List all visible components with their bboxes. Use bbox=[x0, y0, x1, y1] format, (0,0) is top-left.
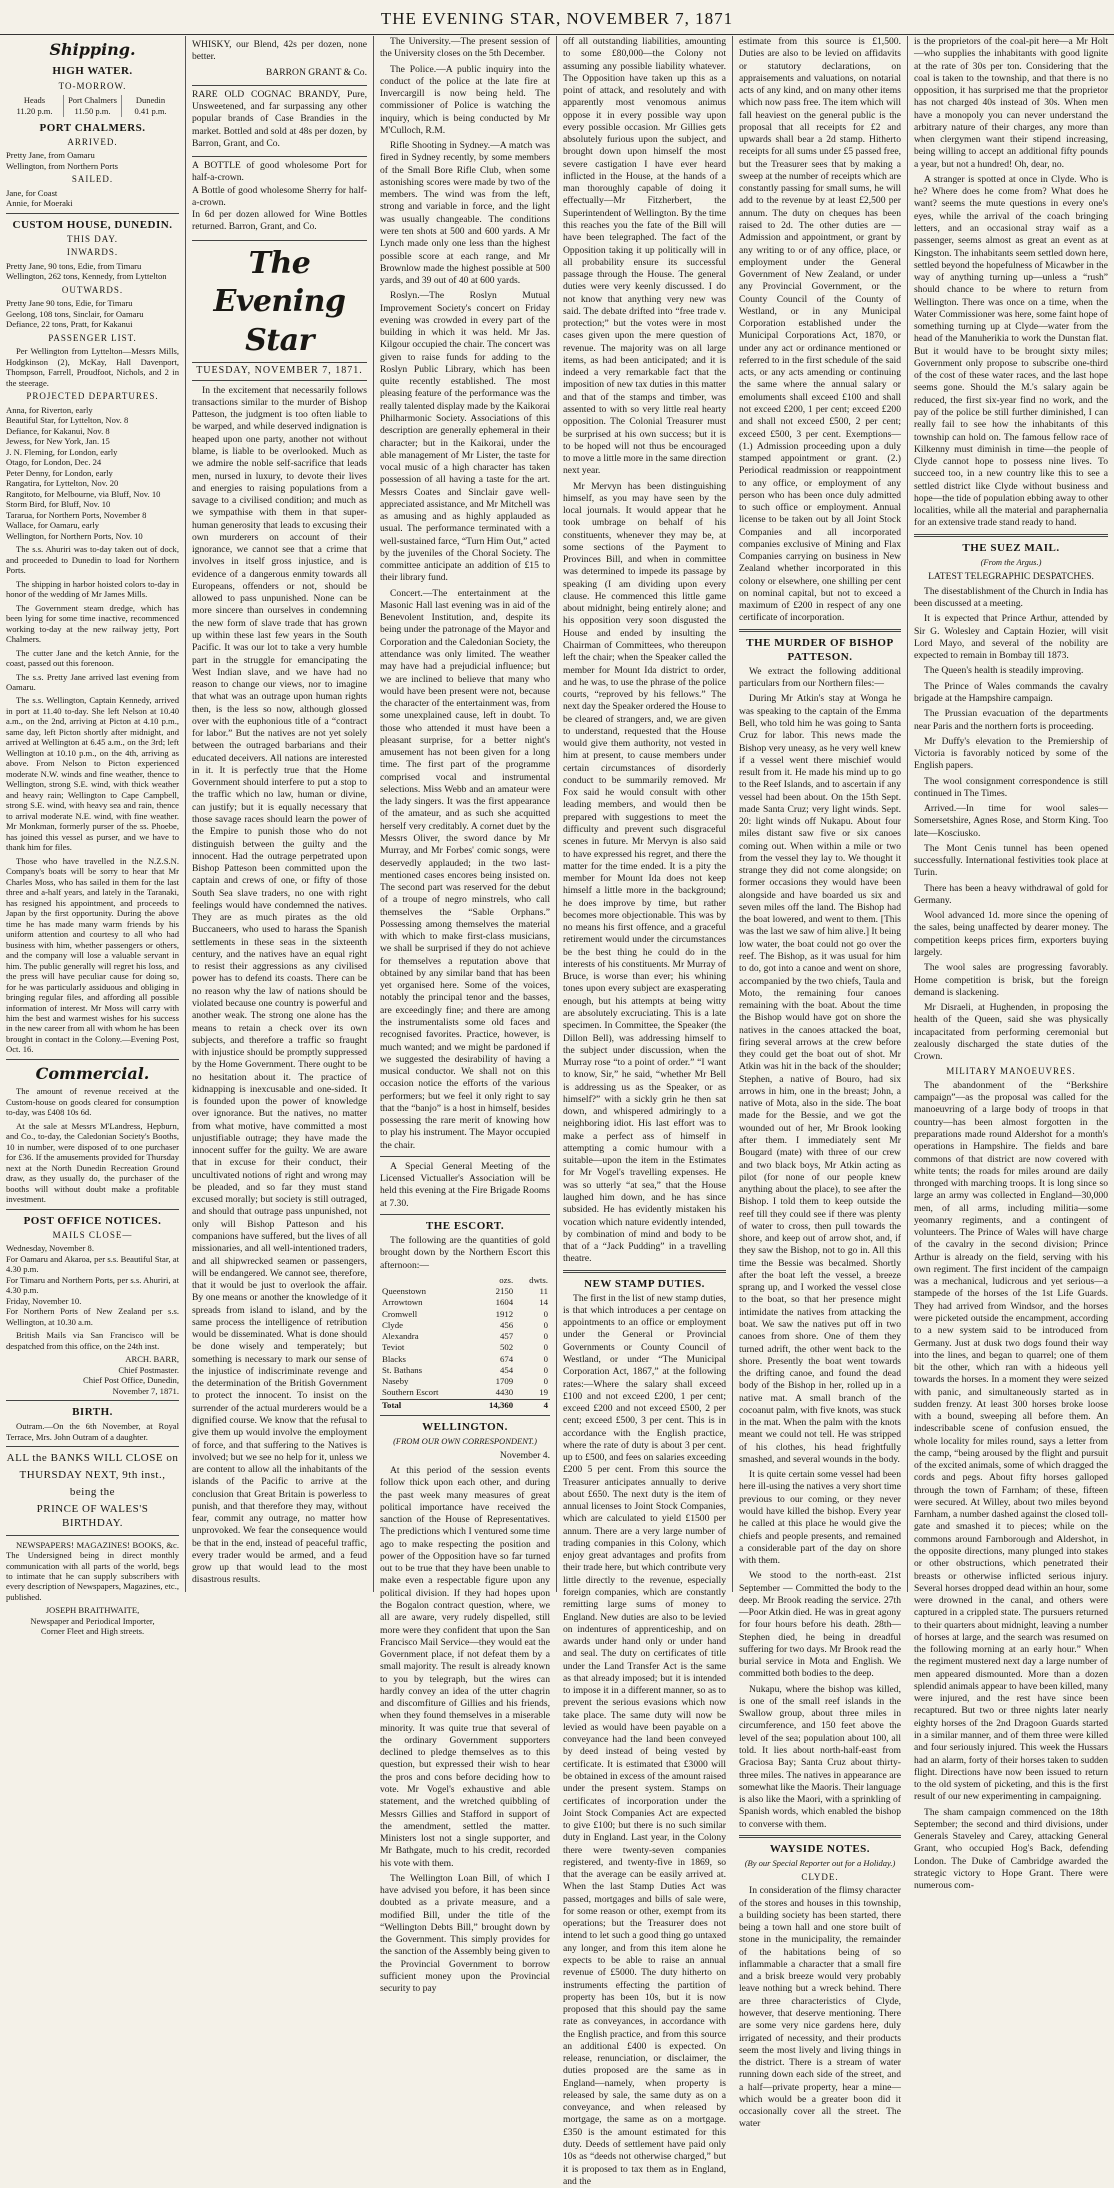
sailed-label: SAILED. bbox=[71, 174, 114, 185]
table-cell: 0 bbox=[543, 1319, 548, 1330]
clyde-label: CLYDE. bbox=[801, 1871, 839, 1882]
table-cell: Teviot bbox=[382, 1342, 405, 1353]
tide-time: 0.41 p.m. bbox=[134, 105, 167, 116]
table-cell: 0 bbox=[543, 1308, 548, 1319]
table-cell: 0 bbox=[543, 1376, 548, 1387]
divider bbox=[739, 629, 901, 632]
table-cell: Southern Escort bbox=[382, 1387, 439, 1398]
table-cell: 0 bbox=[543, 1331, 548, 1342]
table-cell: 456 bbox=[499, 1319, 514, 1330]
table-row bbox=[380, 1376, 550, 1387]
table-cell: 502 bbox=[499, 1342, 514, 1353]
arrived-list: Pretty Jane, from Oamaru Wellington, from Northern Ports bbox=[6, 150, 118, 171]
news-paragraph: The University.—The present session of the University closes on the 5th December. bbox=[380, 36, 550, 60]
inwards-list: Pretty Jane, 90 tons, Edie, from Timaru Wellington, 262 tons, Kennedy, from Lyttelton bbox=[6, 260, 167, 282]
newspapers-ad: NEWSPAPERS! MAGAZINES! BOOKS, &c. The Undersigned being in direct monthly communication with all parts of the world, begs to intimate that he can supply subscribers with every description of Newspapers, Magazines, etc., published. bbox=[6, 1539, 180, 1602]
post-schedule: Wednesday, November 8. For Oamaru and Akaroa, per s.s. Beautiful Star, at 4.30 p.m. For Timaru and Northern Ports, per s.s. Ahuriri, at 4.30 p.m. Friday, November 10. For Northern Ports of New Zealand per s.s. Wellington, at 10.30 a.m. bbox=[6, 1243, 179, 1327]
table-cell: 4 bbox=[515, 1399, 550, 1411]
post-notice: British Mails via San Francisco will be despatched from this office, on the 24th inst. bbox=[6, 1330, 179, 1351]
news-paragraph: We stood to the north-east. 21st September — Committed the body to the deep. Mr Brook reading the service. 27th—Poor Atkin died. He was in great agony for four hours before his death. 28th—Stephen died, he being in dreadful suffering for two days. Mr Brook read the burial service in Mota and English. We committed both bodies to the deep. bbox=[739, 1570, 901, 1680]
issue-date: TUESDAY, NOVEMBER 7, 1871. bbox=[192, 362, 367, 381]
wayside-byline: (By our Special Reporter out for a Holiday.) bbox=[744, 1857, 896, 1868]
news-paragraph: The Prussian evacuation of the departments near Paris and the northern forts is proceeding. bbox=[914, 708, 1108, 732]
table-cell: 454 bbox=[499, 1364, 514, 1375]
high-water-heading: HIGH WATER. bbox=[52, 65, 133, 78]
table-cell: dwts. bbox=[529, 1274, 548, 1285]
commercial-heading: Commercial. bbox=[35, 1063, 150, 1083]
tide-time: 11.20 p.m. bbox=[16, 105, 53, 116]
divider bbox=[563, 1270, 726, 1273]
birth-notice: Outram.—On the 6th November, at Royal Terrace, Mrs. John Outram of a daughter. bbox=[6, 1421, 179, 1442]
wayside-heading: WAYSIDE NOTES. bbox=[769, 1842, 871, 1855]
table-header bbox=[380, 1275, 550, 1286]
news-paragraph: Rifle Shooting in Sydney.—A match was fired in Sydney recently, by some members of the Small Bore Rifle Club, when some astonishing scores were made by two of the members. The wind was from the left, strong and variable in force, and the light was usually changeable. The conditions were ten shots at 500 and 600 yards. A Mr Lynch made only one less than the highest possible score at each range, and Mr Brownlow made the highest possible at 500 yards, and 39 out of 40 at 600 yards. bbox=[380, 140, 550, 287]
news-paragraph: At this period of the session events follow thick upon each other, and during the past week many measures of great political importance have received the sanction of the House of Representatives. The predictions which I ventured some time ago to make respecting the position and power of the Opposition have so far turned out to be true that they have been unable to make even a respectable figure upon any political division. If they had hopes upon the Bogalon contract question, where, we all are aware, very rudely dispelled, still more were they confident that upon the San Francisco Mail Service—they would eat the Government place, if not defeat them by a small majority. The result is already known to you by telegraph, but the wires can hardly convey an idea of the utter chagrin and discomfiture of Gillies and his friends, when they found themselves in a miserable minority. It was quite true that several of the ordinary Government supporters declined to pledge themselves as to this question, but expressed their wish to hear the pros and cons before deciding how to vote. Mr Vogel's exhaustive and able statement, and the wretched quibbling of Messrs Gillies and Stafford in support of the amendment, settled the matter. Ministers lost not a single supporter, and Mr Bathgate, much to his credit, recorded his vote with them. bbox=[380, 1465, 550, 1869]
news-paragraph: The wool consignment correspondence is still continued in The Times. bbox=[914, 775, 1108, 799]
projected-list: Anna, for Riverton, early Beautiful Star, for Lyttelton, Nov. 8 Defiance, for Kakanui, Nov. 8 Jewess, for New York, Jan. 15 J. N. Fleming, for London, early Otago, for London, Dec. 24 Peter Denny, for London, early Rangatira, for Lyttelton, Nov. 20 Rangitoto, for Melbourne, via Bluff, Nov. 10 Storm Bird, for Bluff, Nov. 10 Tararua, for Northern Ports, November 8 Wallace, for Oamaru, early Wellington, for Northern Ports, Nov. 10 bbox=[6, 404, 161, 541]
news-paragraph: Nukapu, where the bishop was killed, is one of the small reef islands in the Swallow group, about three miles in circumference, and 150 feet above the level of the sea; population about 100, all told. It lies about north-half-east from Graciosa Bay; Santa Cruz about thirty-three miles. The natives in appearance are somewhat like the Maoris. Their language is also like the Maori, with a sprinkling of Spanish words, which enabled the bishop to converse with them. bbox=[739, 1683, 901, 1830]
news-paragraph: A Special General Meeting of the Licensed Victualler's Association will be held this evening at the Fire Brigade Rooms at 7.30. bbox=[380, 1160, 550, 1209]
escort-table bbox=[380, 1275, 550, 1411]
whisky-ad-text: WHISKY, our Blend, 42s per dozen, none better. bbox=[192, 39, 367, 63]
table-cell: Naseby bbox=[382, 1376, 409, 1387]
divider bbox=[380, 1156, 550, 1157]
table-cell: 14,360 bbox=[472, 1399, 515, 1411]
table-cell: St. Bathans bbox=[382, 1364, 423, 1375]
banks-notice-line: ALL the BANKS WILL CLOSE on bbox=[6, 1452, 179, 1465]
brandy-ad bbox=[192, 86, 367, 157]
divider bbox=[739, 1835, 901, 1838]
customs-heading: CUSTOM HOUSE, DUNEDIN. bbox=[12, 218, 173, 231]
banks-notice-line: being the bbox=[69, 1486, 116, 1499]
table-cell: 0 bbox=[543, 1342, 548, 1353]
news-paragraph: The s.s. Ahuriri was to-day taken out of dock, and proceeded to Dunedin to load for Northern Ports. bbox=[6, 544, 179, 576]
table-cell: 19 bbox=[539, 1387, 548, 1398]
column-6 bbox=[908, 36, 1114, 1892]
news-paragraph: The cutter Jane and the ketch Annie, for the coast, passed out this forenoon. bbox=[6, 647, 179, 669]
table-cell: 4430 bbox=[495, 1387, 514, 1398]
divider bbox=[6, 1209, 179, 1210]
projected-label: PROJECTED DEPARTURES. bbox=[26, 391, 159, 402]
table-row bbox=[380, 1331, 550, 1342]
table-cell: 11 bbox=[539, 1286, 548, 1297]
table-cell: Alexandra bbox=[382, 1331, 419, 1342]
table-total-row bbox=[380, 1399, 550, 1411]
news-paragraph: It is expected that Prince Arthur, attended by Sir G. Wolesley and Captain Hozier, will visit Lord Mayo, and several of the nobility are expected to remain in Bombay till 1873. bbox=[914, 613, 1108, 662]
divider bbox=[6, 1400, 179, 1401]
table-cell: 0 bbox=[543, 1364, 548, 1375]
divider bbox=[914, 534, 1108, 537]
news-paragraph: off all outstanding liabilities, amounting to some £80,000—the Colony not assuming any possible liability whatever. The Opposition have taken up this as a point of attack, and resolutely and with apparently most venomous animus oppose it in every possible way upon every possible occasion. Mr Gillies gets absolutely furious upon the subject, and brought down upon himself the most severe castigation I have ever heard inflicted in the House, at the hands of a man thoroughly capable of doing it effectually—Mr Fitzherbert, the Superintendent of Wellington. By the time this reaches you the fate of the Bill will have been telegraphed. The fact of the Opposition taking it up politically will in all probability ensure its successful passage through the House. The general duties were very keenly discussed. I do not know that anything very new was said. The debate drifted into “free trade v. protection;” but the votes were in most cases given upon the mere question of revenue. The majority was on all large items, as had been anticipated; and it is indeed a very remarkable fact that the imposition of new tax duties in this matter and that of the stamps and timber, was assented to with so very little real hearty opposition. The Colonial Treasurer must be surprised at his own success; but it is to be hoped will not thus be encouraged to move a little more in the same direction next year. bbox=[563, 36, 726, 477]
table-row bbox=[380, 1309, 550, 1320]
table-cell: Queenstown bbox=[382, 1286, 426, 1297]
divider bbox=[380, 1214, 550, 1215]
news-paragraph: The sham campaign commenced on the 18th September; the second and third divisions, under Generals Staveley and Carey, attacking General Grant, who occupied Hog's Back, defending London. The Duke of Cambridge awarded the strategic victory to Hope Grant. There were numerous com- bbox=[914, 1806, 1108, 1892]
news-paragraph: The shipping in harbor hoisted colors to-day in honor of the wedding of Mr James Mills. bbox=[6, 578, 179, 600]
outwards-list: Pretty Jane 90 tons, Edie, for Timaru Geelong, 108 tons, Sinclair, for Oamaru Defiance, 22 tons, Pratt, for Kakanui bbox=[6, 298, 144, 330]
table-cell: 0 bbox=[543, 1353, 548, 1364]
newspaper-logo: The Evening Star bbox=[213, 245, 346, 358]
news-paragraph: We extract the following additional particulars from our Northern files:— bbox=[739, 665, 901, 690]
news-paragraph: estimate from this source is £1,500. Duties are also to be levied on affidavits or statutory declarations, on appraisements and valuations, on notarial acts of any kind, and on many other items which now pass free. The item which will fall heaviest on the general public is the proposal that all receipts for £2 and upwards shall bear a 2d stamp. Hitherto receipts for all sums under £5 passed free, but the Treasurer sees that by making a sweep at the number of receipts which are constantly passing for small sums, he will add to the revenue by at least £2,500 per annum. The duty on cheques has been raised to 2d. The other duties are —Admission and appointment, or grant by any writing to or of any office, place, or employment under the General Government of New Zealand, or under any Provincial Government, or the County Council of the County of Westland, or in any Municipal Corporation established under the Municipal Corporations Act, 1870, or under any act or ordinance mentioned or referred to in the first schedule of the said acts, or any acts amending or continuing the same where the annual salary or emoluments shall exceed £100 and shall not exceed £200, 1 per cent; exceed £200 and shall not exceed £500, 2 per cent; exceed £500, 3 per cent. Exemptions—(1.) Admission proceeding upon a duly stamped appointment or grant. (2.) Periodical readmission or reappointment to any office, or employment of any person who has been once duly admitted to such office or employment. Annual license to be taken out by all Joint Stock Companies and all incorporated companies exclusive of Mining and Flax Companies carrying on business in New Zealand whether incorporated in this colony or elsewhere, one shilling per cent on nominal capital, but not to exceed a maximum of £200 in respect of any one certificate of incorporation. bbox=[739, 36, 901, 624]
news-paragraph: Concert.—The entertainment at the Masonic Hall last evening was in aid of the Benevolent Institution, and, despite its being under the patronage of the Mayor and Corporation and the Caledonian Society, the attendance was only limited. The weather may have had a prejudicial influence; but we are inclined to believe that many who would have been present were not, because the character of the entertainment was, from some unexplained cause, left in doubt. To those who attended it must have been a pleasant surprise, for a better night's amusement has not been given for a long time. The first part of the programme comprised vocal and instrumental selections. Miss Webb and an amateur were the lady singers. It was the first appearance of the amateur, and as such she acquitted herself very creditably. A cornet duet by the Messrs Oliver, the sword dance by Mr Murray, and Mr Forbes' comic songs, were deservedly applauded; in the two last-mentioned cases encores being insisted on. The second part was reserved for the debut of a troupe of negro minstrels, who call themselves the “Sable Orphans.” Possessing among themselves the material with which to make first-class musicians, we shall be surprised if they do not achieve for themselves a reputation above that obtained by any similar band that has been yet organised here. Some of the voices, notably the principal tenor and the basses, are exceedingly fine; and there are among the instrumentalists some old faces and recognised favorites. Practice, however, is much wanted; and we might be pardoned if we suggested the desirability of having a musical conductor. We shall not on this occasion notice the efforts of the various performers; but we feel it only right to say that the “banjo” is a host in himself, besides possessing the rare merit of knowing how to play his instrument. The Mayor occupied the chair. bbox=[380, 587, 550, 1151]
table-row bbox=[380, 1365, 550, 1376]
column-1 bbox=[0, 36, 185, 1637]
post-signature: ARCH. BARR, Chief Postmaster. Chief Post Office, Dunedin, November 7, 1871. bbox=[82, 1354, 179, 1396]
tide-cell bbox=[122, 95, 179, 117]
commercial-paragraph: At the sale at Messrs M'Landress, Hepburn, and Co., to-day, the Caledonian Society's Booths, 10 in number, were disposed of to one purchaser for £36. If the amusements provided for Thursday next at the North Dunedin Recreation Ground draw, as they usually do, the purchaser of the booths will without doubt make a profitable investment. bbox=[6, 1120, 179, 1205]
tide-time: 11.50 p.m. bbox=[74, 105, 111, 116]
tide-cell bbox=[64, 95, 122, 117]
news-paragraph: The s.s. Wellington, Captain Kennedy, arrived in port at 11.40 to-day. She left Nelson at 10.40 a.m., on the 2nd, arriving at Picton at 4.10 p.m., same day, left Picton shortly after midnight, and arrived at Wellington at 6.45 a.m., on the 3rd; left Wellington at 10.10 p.m., on the 4th, arriving as above. From Nelson to Picton experienced moderate N.W. winds and fine weather, thence to Wellington, strong S.E. wind, with thick weather and heavy rain; Wellington to Cape Campbell, strong S.E. wind, with heavy sea and rain, thence to arrival moderate N.E. wind, with fine weather. Mr Monkman, formerly purser of the ss. Phoebe, has joined this vessel as purser, and we have to thank him for files. bbox=[6, 695, 179, 853]
table-cell: 1709 bbox=[495, 1376, 514, 1387]
table-cell: Arrowtown bbox=[382, 1297, 423, 1308]
shipping-heading: Shipping. bbox=[49, 40, 136, 59]
whisky-ad bbox=[192, 36, 367, 86]
column-2 bbox=[186, 36, 373, 1592]
news-paragraph: A stranger is spotted at once in Clyde. Who is he? Where does he come from? What does he want? seems the mute questions in every one's eyes, while the arrival of the coach bringing letters, and an occasional stray waif as a passenger, seems almost as great an event as at Kingston. The inhabitants seem settled down here, settled beyond the hopefulness of Micawber in the way of anything turning up—unless a “rush” should chance to be where to return from Wellington. There was once on a time, when the Water Commissioner was here, some faint hope of something turning up at Clyde—water from the head of the Manuherikia to work the Dunstan flat. But it would have to be brought sixty miles; Government only propose to subscribe one-third of the cost of these water races, and the last hope seems gone. Should the M.'s salary again be reduced, the first six-year find no work, and the pay of the police be still further diminished, I can really fail to see how the inhabitants of this township can hold on. The famous fellow race of Kilkenny must diminish in time—the people of Clyde cannot hope to possess nine lives. To succeed too, in a new country like this to see a settled district like Clyde without business and hope—the tide of population ebbing away to other localities, while all the material and paraphernalia for an extensive trade stand ready to hand. bbox=[914, 173, 1108, 529]
news-paragraph: The Government steam dredge, which has been lying for some time inactive, recommenced working to-day at the new railway jetty, Port Chalmers. bbox=[6, 602, 179, 645]
table-cell: 457 bbox=[499, 1331, 514, 1342]
news-paragraph: The Police.—A public inquiry into the conduct of the police at the late fire at Invercargill is now being held. The commissioner of Police is watching the inquiry, which is being conducted by Mr M'Culloch, R.M. bbox=[380, 63, 550, 136]
table-row bbox=[380, 1286, 550, 1297]
news-paragraph: The first in the list of new stamp duties, is that which introduces a per centage on appointments to an office or employment under the General or Provincial Governments or County Council of Westland, or under “The Municipal Corporation Act, 1867,” at the following rates:—Where the salary shall exceed £100 and not exceed £200, 1 per cent; exceed £200 and not exceed £500, 2 per cent; exceed £500, 3 per cent. This is in accordance with the English practice, where the rate of duty is about 3 per cent. up to £500, and fees on salaries exceeding £200 5 per cent. From this source the Treasurer anticipates annually to derive about £650. The next duty is the item of annual licenses to Joint Stock Companies, which are calculated to yield £1500 per annum. There are a very large number of trading companies in this Colony, which enjoy great advantages and profits from their trade here, but which contribute very little directly to the revenue, especially foreign companies, which are constantly remitting large sums of money to England. New duties are also to be levied on indentures of apprenticeship, and on awards under hand only or under hand and seal. The duty on certificates of title under the Land Transfer Act is the same as that already imposed; but it is intended to impose it in a different manner, so as to prevent the serious evasions which now take place. The same duty will now be levied as would have been payable on a conveyance had the land been conveyed by deed instead of being vested by certificate. It is estimated that £3000 will be obtained in excess of the amount raised under the present system. Stamps on certificates of incorporation under the Joint Stock Companies Act are expected to give £100; but there is no such similar duty in England. Last year, in the Colony there were twenty-seven companies registered, and twenty-five in 1869, so that the average can be easily arrived at. When the last Stamp Duties Act was passed, mortgages and bills of sale were, for some reason or other, exempt from its operations; but the Treasurer does not intend to let such a good thing go untaxed any longer, and from this item alone he expects to be able to raise an annual revenue of £5000. The duty hitherto on instruments effecting the partition of property has been 10s, but it is now proposed that this should pay the same rate as conveyances, in accordance with the English practice, and from this source an additional £400 is expected. On release, renunciation, or disclaimer, the duties proposed are the same as in England—namely, when property is released by sale, the same duty as on a conveyance, and when released by mortgage, the same as on a mortgage. £350 is the amount estimated for this duty. Deeds of settlement have paid only 10s as “deeds not otherwise charged,” but it is proposed to tax them as in England, and the bbox=[563, 1292, 726, 2187]
passenger-list: Per Wellington from Lyttelton—Messrs Mills, Hodgkinson (2), McKay, Hall Davenport, Thompson, Farrell, Proudfoot, Nichols, and 2 in the steerage. bbox=[6, 346, 179, 388]
tide-cell bbox=[6, 95, 64, 117]
passenger-label: PASSENGER LIST. bbox=[48, 332, 137, 343]
suez-subheading: LATEST TELEGRAPHIC DESPATCHES. bbox=[928, 570, 1094, 582]
news-paragraph: The Prince of Wales commands the cavalry brigade at the Hampshire campaign. bbox=[914, 680, 1108, 704]
whisky-ad-signature: BARRON GRANT & Co. bbox=[265, 66, 367, 78]
suez-heading: THE SUEZ MAIL. bbox=[962, 541, 1060, 554]
news-paragraph: Roslyn.—The Roslyn Mutual Improvement Society's concert on Friday evening was crowded in every part of the building in which it was held. Mr Jas. Kilgour occupied the chair. The concert was given to raise funds for adding to the Roslyn Public Library, which has been quite recently established. The most pleasing feature of the performance was the really talented display made by the Kaikorai Philharmonic Society. Associations of this description are generally ephemeral in their character; but in the Kaikorai, under the able management of Mr Lister, the taste for vocal music of a high character has taken possession of all having a taste for the art. Messrs Coates and Sinclair gave well-appreciated assistance, and Mr Mitchell was as amusing and as highly applauded as usual. The performance terminated with a well-sustained farce, “Turn Him Out,” acted by the juveniles of the Choral Society. The committee anticipate an addition of £15 to their library fund. bbox=[380, 290, 550, 584]
table-cell: Cromwell bbox=[382, 1308, 418, 1319]
table-row bbox=[380, 1354, 550, 1365]
column-5 bbox=[733, 36, 907, 2130]
mails-close-label: MAILS CLOSE— bbox=[52, 1229, 133, 1240]
table-cell: 2150 bbox=[495, 1286, 514, 1297]
news-paragraph: is the proprietors of the coal-pit here—a Mr Holt—who supplies the inhabitants with good lignite at the rate of 30s per ton. Considering that the coal is taken to the township, and that there is no opposition, it has surprised me that the proprietor has not charged 40s instead of 30s. When men have a monopoly you can never understand the arbitrary nature of their charges, any more than when clergymen want their stipend increasing, being willing to accept an additional fifty pounds a year, but not a hundred! Oh, dear, no. bbox=[914, 36, 1108, 170]
news-paragraph: The Wellington Loan Bill, of which I have advised you before, it has been since doubted as a private measure, and a modified Bill, under the title of the “Wellington Debts Bill,” brought down by the Government. This simply provides for the sanction of the Assembly being given to the Provincial Government to borrow sufficient money upon the Provincial security to pay bbox=[380, 1872, 550, 1995]
divider bbox=[380, 1415, 550, 1416]
table-row bbox=[380, 1320, 550, 1331]
stamp-duties-heading: NEW STAMP DUTIES. bbox=[584, 1277, 705, 1290]
newspapers-ad-signature: JOSEPH BRAITHWAITE, Newspaper and Periodical Importer, Corner Fleet and High streets. bbox=[30, 1605, 155, 1637]
escort-intro: The following are the quantities of gold brought down by the Northern Escort this afternoon:— bbox=[380, 1235, 550, 1271]
commercial-paragraph: The amount of revenue received at the Custom-house on goods cleared for consumption to-day, was £408 10s 6d. bbox=[6, 1086, 179, 1118]
news-paragraph: The Mont Cenis tunnel has been opened successfully. International festivities took place at Turin. bbox=[914, 842, 1108, 879]
newspaper-title: THE EVENING STAR, NOVEMBER 7, 1871 bbox=[380, 9, 734, 28]
brandy-ad-text: RARE OLD COGNAC BRANDY, Pure, Unsweetened, and far surpassing any other popular brands of Case Brandies in the market. Bottled and sold at 48s per dozen, by Barron, Grant, and Co. bbox=[192, 88, 367, 149]
sailed-list: Jane, for Coast Annie, for Moeraki bbox=[6, 187, 73, 209]
news-paragraph: It is quite certain some vessel had been here ill-using the natives a very short time previous to our coming, or they never would have killed the bishop. Every year he called at this place he would give the chiefs and people presents, and remained a considerable part of the day on shore with them. bbox=[739, 1469, 901, 1567]
news-paragraph: The wool sales are progressing favorably. Home competition is brisk, but the foreign demand is slackening. bbox=[914, 962, 1108, 998]
divider bbox=[6, 1446, 179, 1447]
arrived-label: ARRIVED. bbox=[67, 136, 118, 147]
banks-notice-line: PRINCE OF WALES'S BIRTHDAY. bbox=[36, 1503, 149, 1530]
news-paragraph: The disestablishment of the Church in India has been discussed at a meeting. bbox=[914, 585, 1108, 610]
masthead bbox=[0, 0, 1114, 35]
table-cell: Clyde bbox=[382, 1319, 404, 1330]
wellington-date: November 4. bbox=[499, 1449, 550, 1461]
outwards-label: OUTWARDS. bbox=[61, 284, 124, 295]
table-row bbox=[380, 1297, 550, 1308]
news-paragraph: There has been a heavy withdrawal of gold for Germany. bbox=[914, 882, 1108, 906]
news-paragraph: Mr Duffy's elevation to the Premiership of Victoria is favorably noticed by some of the English papers. bbox=[914, 735, 1108, 772]
table-cell: 1604 bbox=[495, 1297, 514, 1308]
divider bbox=[6, 1535, 179, 1536]
table-cell: 1912 bbox=[495, 1308, 514, 1319]
wine-ad bbox=[192, 157, 367, 241]
suez-source: (From the Argus.) bbox=[980, 556, 1042, 567]
news-paragraph: The abandonment of the “Berkshire campaign”—as the proposal was called for the manoeuvring of a large body of troops in that country—has been almost forgotten in the preparations made round Aldershot for a month's operations in Hampshire. The fields and bare commons of that district are now covered with white tents; the roads for miles around are daily thronged with marching troops. It is long since so large an army was collected in England—30,000 men, of all arms, including militia—some yeomanry regiments, and a contingent of volunteers. The Prince of Wales will have charge of the cavalry in the second division; Prince Arthur is already on the field, serving with his own regiment. The first incident of the campaign was a mechanical, ludicrous and yet serious—a stampede of the horses of the 1st Life Guards. They had arrived from Windsor, and the horses were picketed outside the encampment, according to a new system said to be introduced from Germany. Just at dusk two dogs found their way into the lines, and began to quarrel; one of them bit the other, which ran with a hideous yell towards the horses. In a moment they were seized with panic, and simultaneously started as in sudden frenzy. At least 300 horses broke loose with a bound, sweeping all before them. An indescribable scene of confusion ensued, the whole locality for miles round, says a letter from the camp, “being aroused by the flight and pursuit of the excited animals, some of which dragged the cords and pegs. About fifty horses galloped through the town of Farnham; of these, fifteen were secured. At Willey, about two miles beyond Farnham, a number dashed against the closed toll-gate and smashed it to pieces; while on the commons around Farnborough and Aldershot, in the opposite directions, many plunged into stakes or other obstructions, which penetrated their breasts or otherwise inflicted serious injury. Several horses dropped dead within an hour, some were drowned in the canal, and others were captured in a crippled state. The pursuers returned to their quarters about midnight, leaving a number of horses at large, and the search was resumed on the following morning at an early hour.” When the regiment mustered next day a large number of men appeared dismounted. More than a dozen splendid animals appear to have been killed, many were injured, and the rest have since been recaptured. But two or three nights later nearly eighty horses of the 2nd Dragoon Guards started in a similar manner, and of them three were killed and four seriously injured. This week the Hussars had an alarm, forty of their horses taken to sudden flight. Directions have now been issued to return to the old system of picketing, and this is the first result of our new experimenting in campaigning. bbox=[914, 1079, 1108, 1803]
table-cell: 674 bbox=[499, 1353, 514, 1364]
news-paragraph: The s.s. Pretty Jane arrived last evening from Oamaru. bbox=[6, 671, 179, 692]
column-4 bbox=[557, 36, 732, 2187]
wellington-heading: WELLINGTON. bbox=[422, 1420, 508, 1433]
inwards-label: INWARDS. bbox=[66, 247, 119, 258]
tide-table bbox=[6, 95, 179, 117]
news-paragraph: Wool advanced 1d. more since the opening of the sales, being unaffected by dearer money. The competition keeps prices firm, exporters buying largely. bbox=[914, 910, 1108, 959]
tide-place: Heads bbox=[23, 95, 46, 106]
murder-heading: THE MURDER OF BISHOP PATTESON. bbox=[746, 636, 894, 663]
post-office-heading: POST OFFICE NOTICES. bbox=[23, 1214, 162, 1227]
table-row bbox=[380, 1387, 550, 1399]
table-row bbox=[380, 1342, 550, 1353]
news-paragraph: Mr Mervyn has been distinguishing himself, as you may have seen by the local journals. It would appear that he took umbrage on behalf of his constituents, whenever they may be, at some sections of the Payment to Provinces Bill, and when in committee was determined to impede its passage by speaking (I am dividing upon every clause. He commenced this little game about midnight, being entirely alone; and his opposition very soon disgusted the House and ended by insulting the Chairman of Committees, who thereupon left the chair; when the Speaker called the member for Mount Ida district to order, and he was, to use the phrase of the police courts, “reproved by his fellows.” The next day the Speaker ordered the House to be cleared of strangers, and, we are given to understand, requested that the House would give them authority, not vested in him at present, to cause members under certain circumstances of disorderly conduct to be summarily removed. Mr Fox said he would consult with other leading members, and would then be prepared with suggestions to meet the difficulty and prevent such disgraceful scenes in future. Mr Mervyn is also said to have expressed his regret, and there the matter for the time ended. It is a pity the member for Mount Ida does not keep himself a little more in the background; he does improve by time, but rather becomes more objectionable. This was by no means his first offence, and a graceful retirement would under the circumstances be the best thing he could do in the interests of his constituents. Mr Murray of Bruce, is worse than ever; his whining tones upon every subject are exasperating enough, but his attempts at being witty are absolutely excruciating. This is a late specimen. In Committee, the Speaker (the Dillon Bell), was addressing himself to the subject under discussion, when the Murray rose “to a point of order.” “I want to know, Sir,” he said, “whether Mr Bell is addressing us as the Speaker, or as himself?” with a sickly grin he then sat down, and whispered admiringly to a neighboring idiot. His last effort was to make a perfect ass of himself in attempting a comic humour with a suitable—upon the item in the Estimates for Mr Vogel's travelling expenses. He was so utterly “at sea,” that the House laughed him down, and he has since subsided. He has evidently mistaken his vocation which nature evidently intended, by combination of mind and body to be that of a “Jack Pudding” in a travelling theatre. bbox=[563, 480, 726, 1265]
birth-heading: BIRTH. bbox=[72, 1406, 113, 1419]
tide-place: Dunedin bbox=[135, 95, 166, 106]
table-cell: Blacks bbox=[382, 1353, 406, 1364]
tide-place: Port Chalmers bbox=[68, 95, 117, 106]
news-paragraph: During Mr Atkin's stay at Wonga he was speaking to the captain of the Emma Bell, who told him he was going to Santa Cruz for labor. This news made the Bishop very uneasy, as he very well knew if a vessel went there mischief would result from it. He made his mind up to go to the Reef Islands, and to ascertain if any vessel had been about. On the 15th Sept. made Santa Cruz; very light winds. Sept. 20: light winds off Nukapu. About four miles distant saw five or six canoes coming out. When within a mile or two from the vessel they lay to. We thought it strange they did not come alongside; on former occasions they would have been alongside and have boarded us six and seven miles off the land. The Bishop had the boat lowered, and went to them. [This was the last we saw of him alive.] It being low water, the boat could not go over the reef. The Bishop, as it was usual for him to do, got into a canoe and went on shore, accompanied by the two chiefs, Taula and Moto, the remaining four canoes remaining with the boat. About the time the Bishop would have got on shore the natives in the canoes attacked the boat, firing several arrows at the crew before they could get the boat out of shot. Mr Atkin was hit in the back of the shoulder; Stephen, a native of Bouro, had six arrows in him, one in the breast; John, a native of Mota, also in the side. The boat made for the Bessie, and we got the wounded out of her, Mr Brook looking after them. I immediately sent Mr Bougard (mate) with three of our crew and two black boys, Mr Atkin acting as pilot (for none of our people knew anything about the place), to see after the Bishop. I told them to keep outside the reef till they could see if there was plenty of water to cross, then pull towards the shore, and keep out of arrow shot, and, if they saw the Bishop, not to go in. All this time the Bessie was becalmed. Shortly after the boat left the vessel, a breeze sprang up, and I worked the vessel close to the boat, so that her presence might intimidate the natives from attacking the boat. We saw the natives put off in two canoes from shore. One of them they turned adrift, the other went back to the shore. Presently the boat went towards the drifting canoe, and found the dead body of the Bishop in her, rolled up in a native mat. A small branch of the cocoanut palm, with five knots, was stuck in the mat. When the palm with the knots meant we could not tell. He was stripped of his clothes, his head frightfully smashed, and several wounds in the body. bbox=[739, 693, 901, 1465]
port-heading: PORT CHALMERS. bbox=[39, 121, 146, 134]
news-paragraph: In consideration of the flimsy character of the stores and houses in this township, a building society has been started, there being a town hall and one store built of stone in the municipality, the remainder of the habitations being of so inflammable a character that a small fire and a brisk breeze would very probably leave nothing but a wreck behind. There are three characteristics of Clyde, however, that deserve mentioning. There are some very nice gardens here, duly irrigated of necessity, and their products seem the most lively and living things in the district. There is a stream of water running down each side of the street, and a half—private property, hear a mine—which would be a greater boon did it occasionally cover all the street. The water bbox=[739, 1885, 901, 2130]
news-paragraph: The Queen's health is steadily improving. bbox=[924, 665, 1084, 677]
wine-ad-text: A BOTTLE of good wholesome Port for half-a-crown. A Bottle of good wholesome Sherry for half-a-crown. In 6d per dozen allowed for Wine Bottles returned. Barron, Grant, and Co. bbox=[192, 160, 367, 233]
column-3 bbox=[374, 36, 556, 1995]
to-morrow-label: TO-MORROW. bbox=[58, 80, 127, 91]
divider bbox=[6, 213, 179, 214]
table-cell: Total bbox=[380, 1399, 472, 1411]
news-paragraph: Those who have travelled in the N.Z.S.N. Company's boats will be sorry to hear that Mr Charles Moss, who has sailed in them for the last three and a-half years, and lately in the Taranaki, has resigned his appointment, and proceeds to Japan by the first opportunity. During the above time he has made many warm friends by his uniform attention and courtesy to all who had business with him, whether passengers or others, and the company will lose a valuable servant in him. The public generally will regret his loss, and the press will have peculiar cause for doing so, for he was particularly assiduous and obliging in bringing regular files, and affording all possible information of interest. Mr Moss will carry with him the best and warmest wishes for his success in the new career from all with whom he has been brought in contact in the Colony.—Evening Post, Oct. 16. bbox=[6, 855, 179, 1055]
table-cell: 14 bbox=[539, 1297, 548, 1308]
news-paragraph: Mr Disraeli, at Hughenden, in proposing the health of the Queen, said she was physically incapacitated from performing ceremonial but zealously discharged the state duties of the Crown. bbox=[914, 1002, 1108, 1063]
table-cell: ozs. bbox=[499, 1274, 514, 1285]
escort-heading: THE ESCORT. bbox=[425, 1219, 505, 1232]
leader-article: In the excitement that necessarily follows transactions similar to the murder of Bishop Patteson, the judgment is too often liable to be warped, and while deserved indignation is heaped upon one party, another not without blame, is liable to be overlooked. Much as we admire the noble self-sacrifice that leads men, nursed in luxury, to devote their lives and energies to raising populations from a savage to a civilised condition; and much as we sympathise with them in that super-human generosity that leads to excusing their own murderers on account of their ignorance, we cannot see that a crime that involves in itself gross injustice, and is evidence of a dangerous enmity towards all Europeans, offenders or not, should be allowed to pass unpunished. None can be more sincere than ourselves in condemning the new form of slave trade that has grown up within these last few years in the South Pacific. It was our lot to take a very humble part in the struggle for emancipating the West Indian slave, and we have had no reason to change our views, nor to imagine that what was an outrage upon human rights then, is the less so now, although glossed over with the euphonious title of a “contract for labor.” But the natives are not yet solely between the outraged barbarians and their educated deceivers. All nations are interested in it. It is perfectly true that the Home Government should interfere to put a stop to the traffic which no law, human or divine, can justify; but it is equally necessary that those savage races should learn the power of the Empire to punish those who do not distinguish between the guilty and the innocent. Had the outrage perpetrated upon Bishop Patteson been committed upon the captain and crews of one, or fifty of those South Sea slave traders, no one with right feelings would have condemned the natives. They are as much pirates as the old Buccaneers, who used to harass the Spanish settlements in these seas in the sixteenth century, and the natives have an equal right to resist their aggressions as any civilised power has to defend its coasts. There can be no reason why the law of nations should be violated because one country is powerful and another weak. The strong one alone has the means to retain a check over its own subjects, and therefore a traffic so fraught with injustice should be promptly suppressed by the Home Government. There ought to be no hesitation about it. The practice of kidnapping is inexcusable and one-sided. It is founded upon the power of knowledge over ignorance. But the natives, no matter from what motive, have committed a most unjustifiable outrage; they have made the innocent suffer for the guilty. We are aware that in excuse for their conduct, their uncultivated notions of right and wrong may be pleaded, and so far they must stand excused morally; but society is still outraged, and should that outrage pass unpunished, not only will Bishop Patteson and his companions have suffered, but the lives of all missionaries, and all well-intentioned traders, and all shipwrecked seamen or passengers, will be endangered. We cannot see, therefore, that it would be just to overlook the affair. By one means or another the knowledge of it spreads from island to island, and by the same process the intelligence of retribution would be disseminated. What is done should be done wisely and temperately; but something is necessary to mark our sense of the injustice of indiscriminate revenge and the determination of the British Government to protect the innocent. To insist on the surrender of the actual murderers would be a dignified course. We know that the refusal to give them up would involve the employment of force, and that suffering to the Natives is involved; but we see no help for it, unless we are content to allow all the inhabitants of the islands of the Pacific to arrive at the conclusion that Great Britain is powerless to punish, and that therefore they may, without fear, commit any outrage, no matter how unprovoked. We fear the consequence would be that in the end, instead of peaceful traffic, every trader would be armed, and a feud grow up that would lead to the most disastrous results. bbox=[192, 384, 367, 1586]
military-label: MILITARY MANOEUVRES. bbox=[946, 1066, 1076, 1077]
wellington-byline: (FROM OUR OWN CORRESPONDENT.) bbox=[393, 1435, 537, 1446]
this-day-label: THIS DAY. bbox=[66, 233, 118, 244]
banks-notice-line: THURSDAY NEXT, 9th inst., bbox=[19, 1469, 166, 1482]
divider bbox=[6, 1059, 179, 1060]
table-cell bbox=[380, 1275, 472, 1286]
news-paragraph: Arrived.—In time for wool sales—Somersetshire, Agnes Rose, and Storm King. Too late—Kosciusko. bbox=[914, 803, 1108, 839]
